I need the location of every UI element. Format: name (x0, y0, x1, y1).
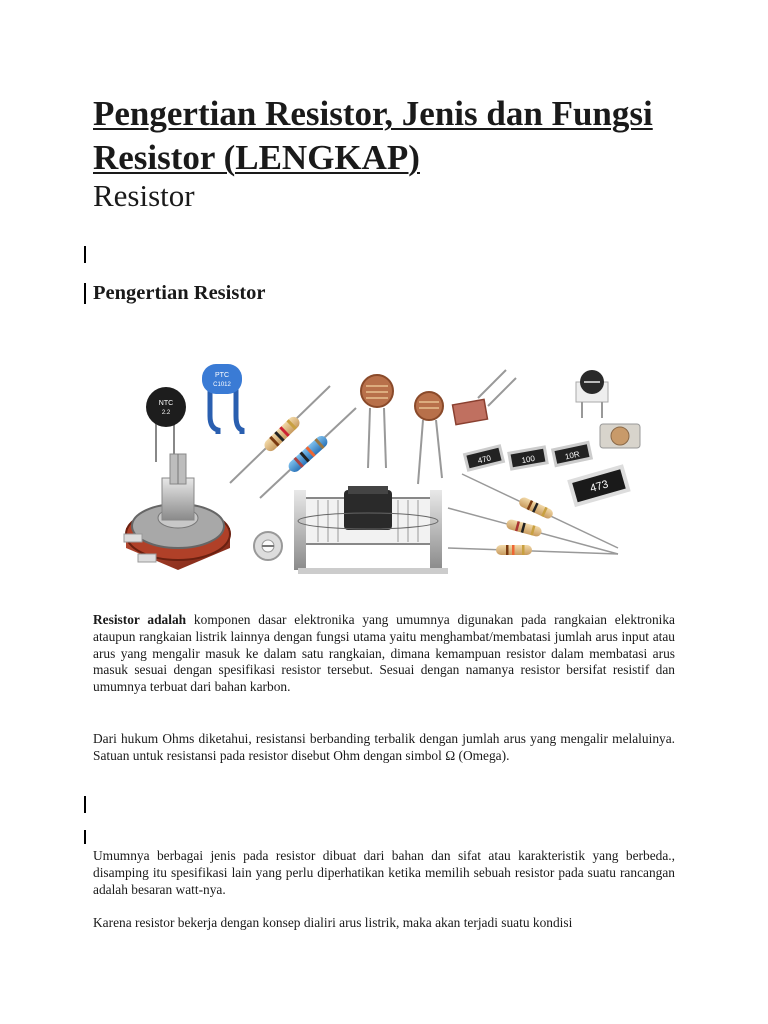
paragraph-text: komponen dasar elektronika yang umumnya digunakan pada rangkaian elektronika ataupun rangkaian listrik lainnya dengan fungsi utama yaitu menghambat/membatasi jumlah arus input atau arus yang mengalir masuk ke dalam satu rangkaian, dimana kemampuan resistor dalam membatasi arus masuk sesuai dengan spesifikasi resistor tersebut. Sesuai dengan namanya resistor bersifat resistif dan umumnya terbuat dari bahan karbon. (93, 612, 675, 695)
paragraph-lead: Resistor adalah (93, 612, 187, 627)
svg-text:473: 473 (588, 478, 610, 495)
ntc-value-label: 2.2 (161, 410, 171, 416)
smd-resistors (465, 442, 629, 504)
paragraph-1 (93, 612, 675, 696)
section-heading: Pengertian Resistor (93, 282, 266, 304)
svg-text:100: 100 (520, 453, 536, 466)
ptc-label: PTC (215, 372, 229, 379)
paragraph-2 (93, 731, 675, 765)
rotary-potentiometer (124, 454, 230, 570)
resistor-types-image (118, 358, 648, 586)
ntc-thermistor (146, 387, 186, 462)
wirewound-resistor (294, 486, 448, 574)
ldr-2 (415, 392, 443, 484)
smd-trimmer (600, 424, 640, 448)
text-cursor-mark (84, 830, 86, 844)
ldr-3 (453, 370, 516, 425)
paragraph-4 (93, 915, 675, 932)
ptc-thermistor (202, 364, 242, 434)
ldr-1 (361, 375, 393, 468)
text-cursor-mark (84, 283, 86, 304)
page-subtitle: Resistor (93, 178, 195, 213)
paragraph-3 (93, 848, 675, 898)
paragraph-text: Umumnya berbagai jenis pada resistor dibuat dari bahan dan sifat atau karakteristik yang berbeda., disamping itu spesifikasi lain yang perlu diperhatikan ketika memilih sebuah resistor pada suatu rancangan adalah besaran watt-nya. (93, 848, 675, 897)
paragraph-text: Karena resistor bekerja dengan konsep dialiri arus listrik, maka akan terjadi suatu kondisi (93, 915, 573, 930)
trimmer-potentiometer (576, 370, 608, 418)
text-cursor-mark (84, 796, 86, 813)
text-cursor-mark (84, 246, 86, 263)
svg-text:10R: 10R (564, 449, 581, 462)
ptc-value-label: C1012 (213, 382, 231, 388)
paragraph-text: Dari hukum Ohms diketahui, resistansi berbanding terbalik dengan jumlah arus yang mengalir melaluinya. Satuan untuk resistansi pada resistor disebut Ohm dengan simbol Ω (Omega). (93, 731, 675, 763)
small-trimmer (254, 532, 282, 560)
page-title: Pengertian Resistor, Jenis dan Fungsi Resistor (LENGKAP) (93, 94, 653, 177)
ntc-label: NTC (158, 400, 174, 407)
carbon-resistor (230, 386, 330, 483)
svg-text:470: 470 (476, 453, 492, 466)
metal-film-resistor (260, 408, 356, 498)
